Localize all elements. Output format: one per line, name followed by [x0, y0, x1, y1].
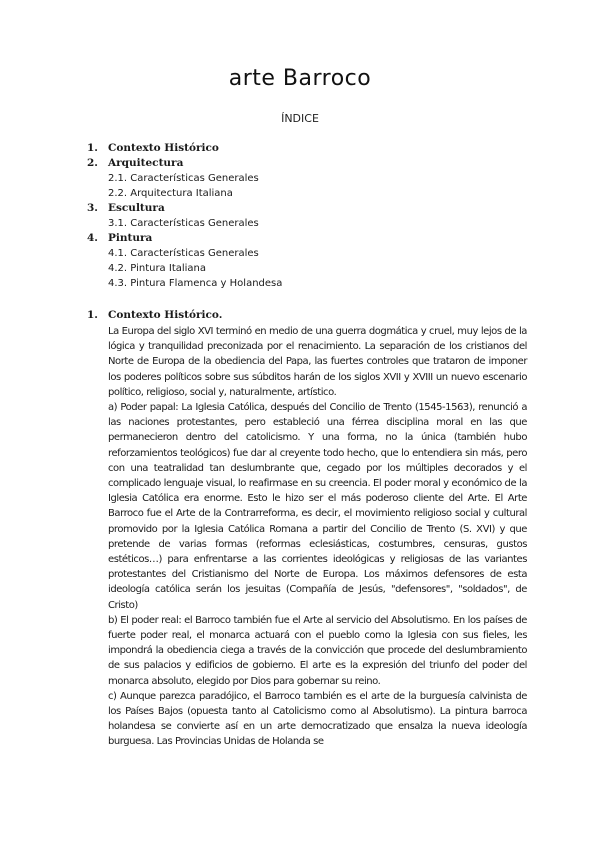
toc-subitem[interactable]: 4.3. Pintura Flamenca y Holandesa	[108, 278, 283, 289]
paragraph: La Europa del siglo XVI terminó en medio de una guerra dogmática y cruel, muy lejos de la lógica y tranquilidad preconizada por el renacimiento. La separación de los cristianos del Norte de Europa de la obediencia del Papa, las fuertes controles que trataron de imponer los poderes políticos sobre sus súbditos harán de los siglos XVII y XVIII un nuevo escenario político, religioso, social y, naturalmente, artístico.	[108, 326, 527, 398]
document-title: arte Barroco	[228, 66, 372, 91]
toc-subitem[interactable]: 3.1. Características Generales	[108, 218, 259, 229]
paragraph: a) Poder papal: La Iglesia Católica, después del Concilio de Trento (1545-1563), renunció a las naciones protestantes, pero estableció una férrea disciplina moral en las que permanecieron dentro del catolicismo. Y una forma, no la única (también hubo reforzamientos teológicos) fue dar al creyente todo hecho, que lo entendiera sin más, pero con una teatralidad tan deslumbrante que, cegado por los múltiples decorados y el complicado lenguaje visual, lo reafirmase en su creencia. El poder moral y económico de la Iglesia Católica era enorme. Esto le hizo ser el más poderoso cliente del Arte. El Arte Barroco fue el Arte de la Contrarreforma, es decir, el movimiento religioso social y cultural promovido por la Iglesia Católica Romana a partir del Concilio de Trento (S. XVI) y que pretende de varias formas (reformas eclesiásticas, costumbres, censuras, gustos estéticos…) para enfrentarse a las corrientes ideológicas y religiosas de las variantes protestantes del Cristianismo del Norte de Europa. Los máximos defensores de esta ideología católica serán los jesuitas (Compañía de Jesús, "defensores", "soldados", de Cristo)	[108, 402, 527, 611]
toc-item-escultura[interactable]: 3. Escultura	[87, 202, 165, 214]
toc-subitem[interactable]: 4.2. Pintura Italiana	[108, 263, 207, 274]
toc-subitem[interactable]: 2.2. Arquitectura Italiana	[108, 188, 233, 199]
section-body	[108, 324, 527, 750]
toc-item-contexto[interactable]: 1. Contexto Histórico	[87, 142, 219, 154]
index-heading: ÍNDICE	[281, 112, 319, 125]
paragraph: c) Aunque parezca paradójico, el Barroco también es el arte de la burguesía calvinista de los Países Bajos (opuesta tanto al Catolicismo como al Absolutismo). La pintura barroca holandesa se convierte así en un arte democratizado que ensalza la nueva ideología burguesa. Las Provincias Unidas de Holanda se	[108, 690, 527, 748]
section-heading: 1. Contexto Histórico.	[87, 309, 223, 321]
table-of-contents	[87, 141, 507, 291]
toc-subitem[interactable]: 2.1. Características Generales	[108, 173, 259, 184]
toc-subitem[interactable]: 4.1. Características Generales	[108, 248, 259, 259]
paragraph: b) El poder real: el Barroco también fue el Arte al servicio del Absolutismo. En los países de fuerte poder real, el monarca actuará con el pueblo como la Iglesia con sus fieles, les impondrá la obediencia ciega a través de la convicción que procede del deslumbramiento de sus palacios y edificios de gobierno. El arte es la expresión del triunfo del poder del monarca absoluto, elegido por Dios para gobernar su reino.	[108, 614, 527, 687]
toc-item-arquitectura[interactable]: 2. Arquitectura	[87, 157, 184, 169]
toc-item-pintura[interactable]: 4. Pintura	[87, 232, 153, 244]
